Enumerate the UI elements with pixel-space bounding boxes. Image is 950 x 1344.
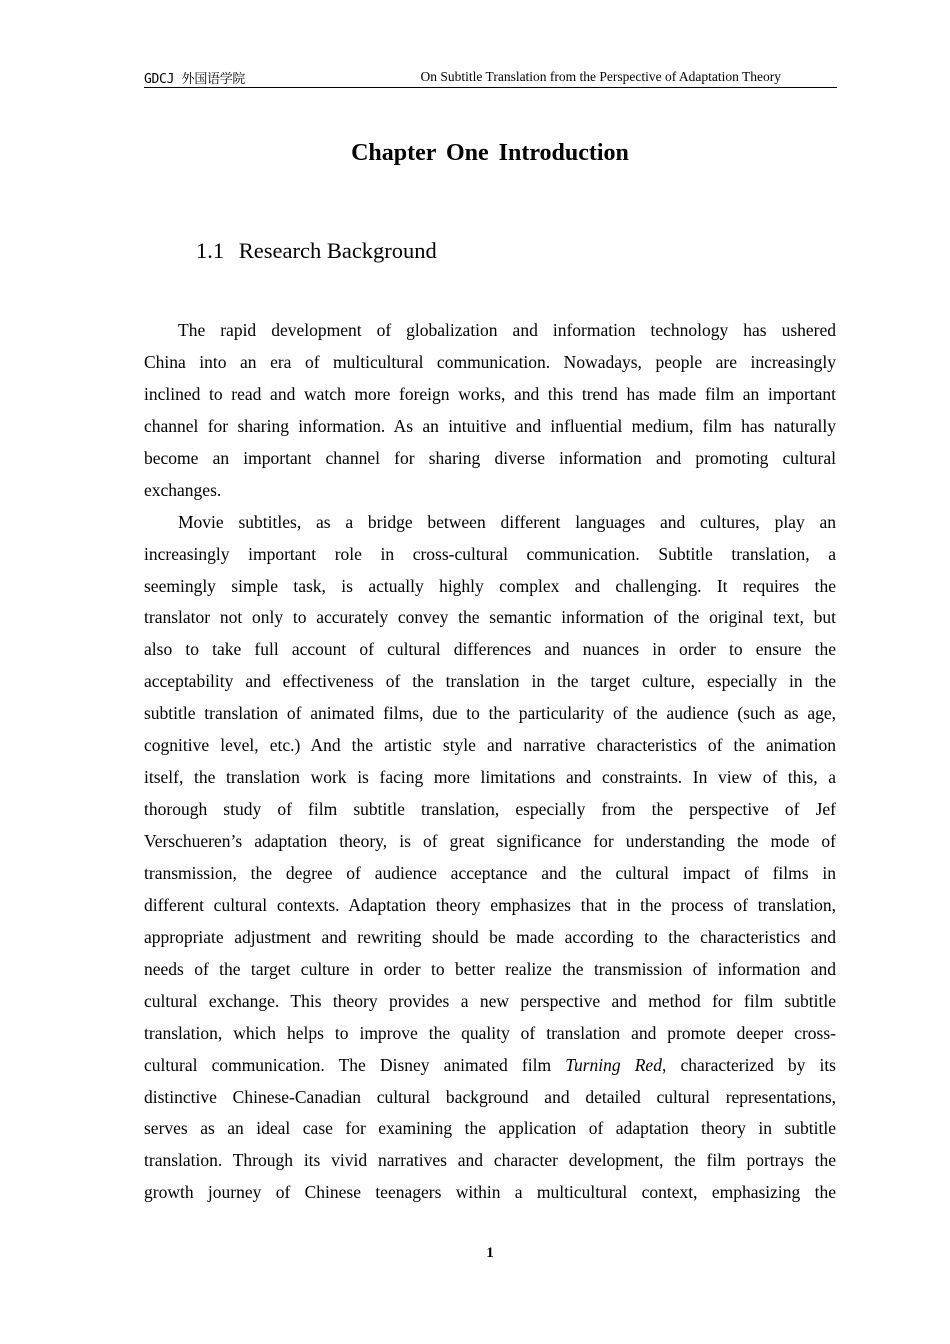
text-line: distinctive Chinese-Canadian cultural background and detailed cultural representations, — [144, 1086, 836, 1107]
paragraph-2 — [144, 507, 836, 1210]
text-line: cultural exchange. This theory provides a new perspective and method for film subtitle — [144, 990, 836, 1011]
text-line: exchanges. — [144, 479, 222, 500]
section-heading — [196, 238, 437, 264]
text-line: inclined to read and watch more foreign works, and this trend has made film an important — [144, 383, 836, 404]
paragraph-1 — [144, 315, 836, 507]
text-line: cognitive level, etc.) And the artistic style and narrative characteristics of the animation — [144, 735, 836, 756]
text-line: also to take full account of cultural differences and nuances in order to ensure the — [144, 639, 836, 660]
header-institution: GDCJ 外国语学院 — [144, 72, 246, 87]
chapter-title: Chapter One Introduction — [351, 140, 629, 166]
text-line: acceptability and effectiveness of the translation in the target culture, especially in the — [144, 671, 836, 692]
text-line: serves as an ideal case for examining the application of adaptation theory in subtitle — [144, 1118, 836, 1139]
section-number: 1.1 — [196, 238, 225, 263]
text-line: China into an era of multicultural communication. Nowadays, people are increasingly — [144, 351, 836, 372]
text-line: translation. Through its vivid narratives and character development, the film portrays the — [144, 1150, 836, 1171]
page-header — [144, 66, 837, 88]
text-line: channel for sharing information. As an intuitive and influential medium, film has naturally — [144, 415, 836, 436]
page-number: 1 — [486, 1245, 494, 1261]
film-title: Turning Red — [565, 1054, 662, 1075]
text-line: different cultural contexts. Adaptation theory emphasizes that in the process of translation, — [144, 894, 836, 915]
text-segment: cultural communication. The Disney animated film — [144, 1054, 566, 1075]
body-text — [144, 315, 836, 1209]
text-line: Verschueren’s adaptation theory, is of great significance for understanding the mode of — [144, 831, 836, 851]
text-line: appropriate adjustment and rewriting should be made according to the characteristics and — [144, 926, 836, 947]
text-line: translator not only to accurately convey the semantic information of the original text, but — [144, 607, 836, 628]
text-line: The rapid development of globalization and information technology has ushered — [178, 320, 836, 340]
text-line: become an important channel for sharing diverse information and promoting cultural — [144, 447, 836, 468]
text-line: translation, which helps to improve the quality of translation and promote deeper cross- — [144, 1022, 836, 1043]
text-line: needs of the target culture in order to better realize the transmission of information and — [144, 958, 836, 979]
text-line: seemingly simple task, is actually highly complex and challenging. It requires the — [144, 575, 836, 596]
text-line: subtitle translation of animated films, due to the particularity of the audience (such as age, — [144, 703, 836, 724]
text-line: Movie subtitles, as a bridge between different languages and cultures, play an — [178, 511, 836, 532]
text-line: growth journey of Chinese teenagers within a multicultural context, emphasizing the — [144, 1182, 836, 1203]
text-line: thorough study of film subtitle translation, especially from the perspective of Jef — [144, 799, 836, 820]
text-line: transmission, the degree of audience acceptance and the cultural impact of films in — [144, 862, 836, 883]
text-segment: , characterized by its — [661, 1054, 836, 1075]
text-line-with-film-title — [144, 1050, 836, 1082]
text-line: itself, the translation work is facing more limitations and constraints. In view of this, a — [144, 767, 836, 788]
text-line: increasingly important role in cross-cultural communication. Subtitle translation, a — [144, 543, 836, 564]
section-title: Research Background — [238, 238, 437, 263]
header-thesis-title: On Subtitle Translation from the Perspective of Adaptation Theory — [420, 69, 781, 84]
